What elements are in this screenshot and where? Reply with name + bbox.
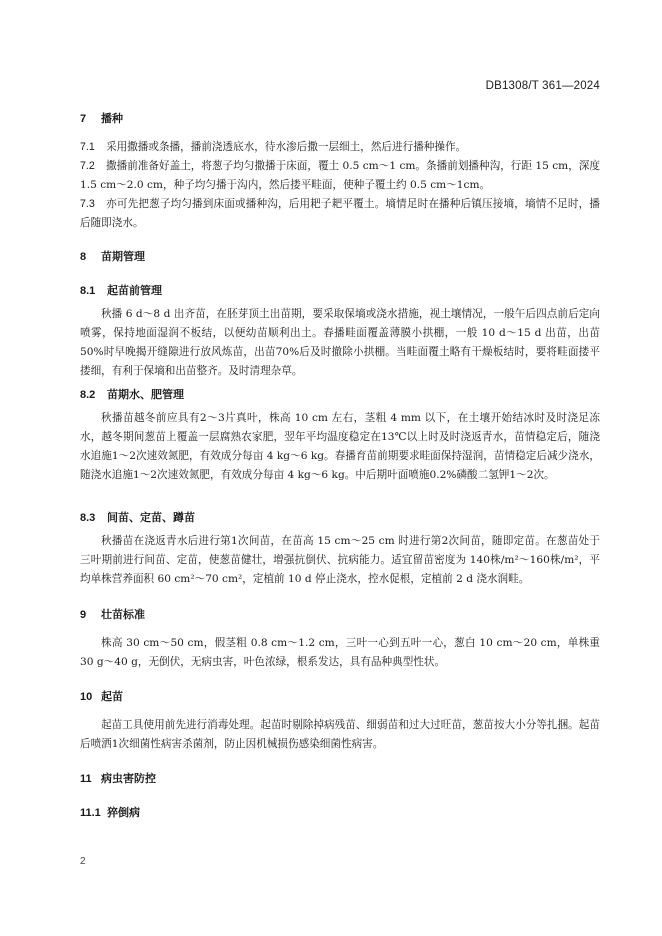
clause-7-2 [80,157,600,195]
clause-number: 7.3 [80,198,95,210]
subsection-8-1-heading [80,282,162,298]
subsection-title: 起苗前管理 [107,285,162,297]
clause-text: 采用撒播或条播，播前浇透底水，待水渗后撒一层细土，然后进行播种操作。 [106,141,467,153]
subsection-8-2-heading [80,386,184,402]
subsection-title: 猝倒病 [107,807,140,819]
section-title: 起苗 [101,691,123,703]
subsection-number: 11.1 [80,807,101,819]
subsection-8-3-heading [80,509,195,525]
section-title: 病虫害防控 [101,773,156,785]
section-number: 10 [80,691,93,703]
clause-number: 7.2 [80,160,95,172]
doc-code: DB1308/T 361—2024 [485,80,600,92]
section-11-heading [80,770,156,786]
section-title: 播种 [101,113,123,125]
section-number: 11 [80,773,92,785]
subsection-number: 8.2 [80,389,96,401]
subsection-number: 8.3 [80,512,96,524]
paragraph-8-3: 秋播苗在浇返青水后进行第1次间苗，在苗高 15 cm～25 cm 时进行第2次间苗，随即定苗。在葱苗处于三叶期前进行间苗、定苗，使葱苗健壮，增强抗倒伏、抗病能力。适宜留苗密度为 140株/m²～160株/m²，平均单株营养面积 60 cm²～70 cm²，定植前 10 d 停止浇水，控水促根，定植前 2 d 浇水润畦。 [80,535,600,585]
section-number: 7 [80,113,87,125]
paragraph-10: 起苗工具使用前先进行消毒处理。起苗时剔除掉病残苗、细弱苗和过大过旺苗，葱苗按大小分等扎捆。起苗后喷洒1次细菌性病害杀菌剂，防止因机械损伤感染细菌性病害。 [80,719,600,750]
section-number: 9 [80,609,87,621]
section-10-heading [80,688,123,704]
section-9-heading [80,606,145,622]
section-number: 8 [80,251,87,263]
clause-text: 撒播前准备好盖土，将葱子均匀撒播于床面，覆土 0.5 cm～1 cm。条播前划播种沟，行距 15 cm，深度 1.5 cm～2.0 cm，种子均匀播于沟内，然后搂平畦面，使种子覆土约 0.5 cm～1cm。 [80,160,600,191]
section-title: 苗期管理 [101,251,145,263]
paragraph-8-2: 秋播苗越冬前应具有2～3片真叶，株高 10 cm 左右，茎粗 4 mm 以下，在土壤开始结冰时及时浇足冻水，越冬期间葱苗上覆盖一层腐熟农家肥，翌年平均温度稳定在13℃以上时及时浇返青水，苗情稳定后，随浇水追施1～2次速效氮肥，有效成分每亩 4 kg～6 kg。春播育苗前期要求畦面保持湿润，苗情稳定后减少浇水，随浇水追施1～2次速效氮肥，有效成分每亩 4 kg～6 kg。中后期叶面喷施0.2%磷酸二氢钾1～2次。 [80,412,600,481]
clause-number: 7.1 [80,141,95,153]
subsection-number: 8.1 [80,285,96,297]
subsection-title: 苗期水、肥管理 [107,389,184,401]
subsection-title: 间苗、定苗、蹲苗 [107,512,195,524]
clause-7-3 [80,195,600,233]
section-title: 壮苗标准 [101,609,145,621]
page-number: 2 [80,856,86,867]
paragraph-8-1: 秋播 6 d～8 d 出齐苗，在胚芽顶土出苗期，要采取保墒或浇水措施，视土壤情况，一般午后四点前后定向喷雾，保持地面湿润不板结，以便幼苗顺利出土。春播畦面覆盖薄膜小拱棚，一般 10 d～15 d 出苗，出苗50%时早晚揭开缝隙进行放风炼苗，出苗70%后及时撤除小拱棚。当畦面覆土略有干燥板结时，要将畦面搂平搂细，有利于保墒和出苗整齐。及时清理杂草。 [80,308,600,377]
paragraph-9: 株高 30 cm～50 cm，假茎粗 0.8 cm～1.2 cm，三叶一心到五叶一心，葱白 10 cm～20 cm，单株重 30 g～40 g，无倒伏，无病虫害，叶色浓绿，根系发达，具有品种典型性状。 [80,637,600,668]
section-7-heading [80,110,123,126]
subsection-11-1-heading [80,804,140,820]
clause-text: 亦可先把葱子均匀播到床面或播种沟，后用耙子耙平覆土。墒情足时在播种后镇压接墒，墒情不足时，播后随即浇水。 [80,198,600,229]
clause-7-1 [80,138,600,157]
section-8-heading [80,248,145,264]
